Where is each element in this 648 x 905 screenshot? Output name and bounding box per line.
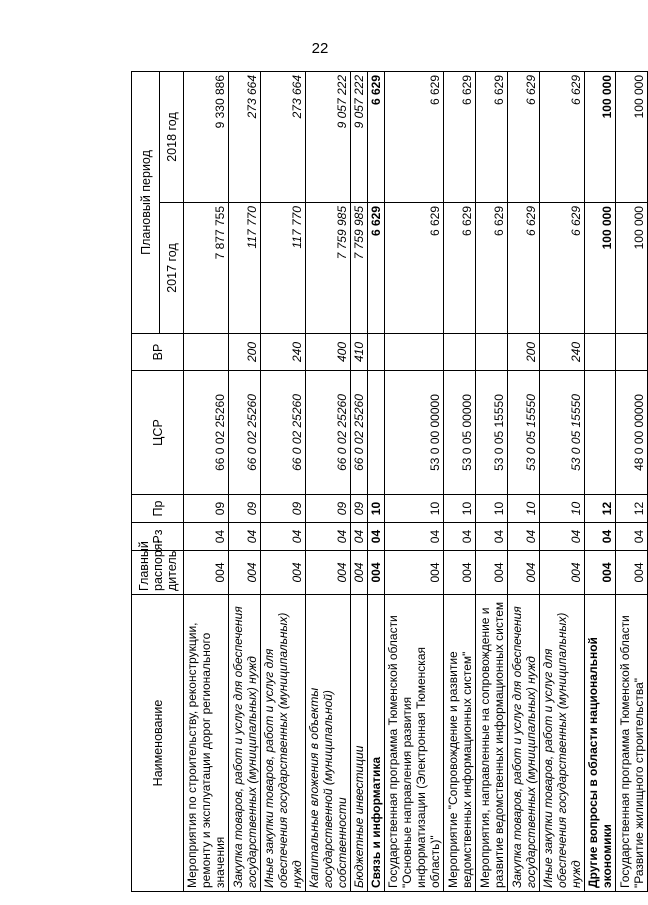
cell-2017: 100 000 [585,203,616,334]
cell-2018: 9 057 222 [351,71,368,202]
cell-rz: 04 [616,523,648,551]
cell-vr: 200 [229,334,261,371]
cell-rz: 04 [476,523,508,551]
table-row [261,71,306,891]
cell-vr [444,334,476,371]
cell-csr: 53 0 00 00000 [385,371,444,495]
cell-vr: 200 [508,334,540,371]
header-planning-period: Плановый период [132,71,160,333]
cell-admin: 004 [351,551,368,595]
cell-name: Закупка товаров, работ и услуг для обеспечения государственных (муниципальных) нужд [229,595,261,892]
cell-pr: 10 [385,495,444,523]
cell-name: Мероприятия по строительству, реконструкции, ремонту и эксплуатации дорог регионального значения [184,595,229,892]
cell-name: Государственная программа Тюменской области "Развитие жилищного строительства" [616,595,648,892]
cell-2017: 6 629 [444,203,476,334]
cell-pr: 10 [368,495,385,523]
budget-table [131,71,648,892]
cell-2017: 117 770 [229,203,261,334]
cell-vr [476,334,508,371]
cell-admin: 004 [261,551,306,595]
cell-vr [616,334,648,371]
cell-csr: 66 0 02 25260 [229,371,261,495]
cell-2017: 6 629 [540,203,585,334]
cell-name: Мероприятия, направленные на сопровождение и развитие ведомственных информационных систем [476,595,508,892]
cell-2017: 117 770 [261,203,306,334]
cell-rz: 04 [385,523,444,551]
cell-vr [585,334,616,371]
header-rz: Рз [132,523,184,551]
table-row [476,71,508,891]
cell-admin: 004 [616,551,648,595]
cell-2018: 6 629 [508,71,540,202]
cell-2017: 6 629 [385,203,444,334]
header-admin: Главный распоря-дитель [132,551,184,595]
cell-2017: 100 000 [616,203,648,334]
cell-pr: 12 [585,495,616,523]
cell-vr [368,334,385,371]
cell-admin: 004 [184,551,229,595]
cell-vr [385,334,444,371]
cell-csr: 66 0 02 25260 [306,371,351,495]
cell-2017: 7 759 985 [306,203,351,334]
table-row [385,71,444,891]
cell-2017: 7 759 985 [351,203,368,334]
table-body [184,71,648,891]
cell-pr: 10 [540,495,585,523]
cell-2018: 100 000 [616,71,648,202]
cell-rz: 04 [306,523,351,551]
cell-csr [368,371,385,495]
cell-admin: 004 [306,551,351,595]
cell-rz: 04 [585,523,616,551]
cell-rz: 04 [508,523,540,551]
cell-rz: 04 [229,523,261,551]
cell-pr: 09 [229,495,261,523]
rotated-table-frame [131,72,646,892]
budget-table-container [131,72,646,892]
cell-vr: 240 [261,334,306,371]
table-row [184,71,229,891]
cell-name: Иные закупки товаров, работ и услуг для обеспечения государственных (муниципальных) нужд [261,595,306,892]
cell-2018: 100 000 [585,71,616,202]
cell-rz: 04 [261,523,306,551]
cell-2018: 6 629 [476,71,508,202]
table-row [229,71,261,891]
cell-pr: 10 [476,495,508,523]
cell-admin: 004 [476,551,508,595]
cell-2018: 6 629 [540,71,585,202]
cell-admin: 004 [368,551,385,595]
table-row [444,71,476,891]
cell-pr: 09 [351,495,368,523]
cell-2017: 6 629 [368,203,385,334]
cell-admin: 004 [508,551,540,595]
cell-admin: 004 [444,551,476,595]
cell-pr: 09 [184,495,229,523]
cell-2018: 273 664 [261,71,306,202]
cell-admin: 004 [229,551,261,595]
cell-name: Государственная программа Тюменской области "Основные направления развития информатизации (Электронная Тюменская область)" [385,595,444,892]
cell-csr: 53 0 05 15550 [540,371,585,495]
table-row [508,71,540,891]
table-row [368,71,385,891]
cell-admin: 004 [585,551,616,595]
cell-name: Закупка товаров, работ и услуг для обеспечения государственных (муниципальных) нужд [508,595,540,892]
table-row [540,71,585,891]
header-year-2018: 2018 год [160,71,184,202]
cell-name: Иные закупки товаров, работ и услуг для обеспечения государственных (муниципальных) нужд [540,595,585,892]
cell-pr: 12 [616,495,648,523]
cell-csr: 53 0 05 15550 [508,371,540,495]
header-pr: Пр [132,495,184,523]
cell-rz: 04 [444,523,476,551]
cell-name: Мероприятие "Сопровождение и развитие ведомственных информационных систем" [444,595,476,892]
cell-admin: 004 [385,551,444,595]
cell-vr: 240 [540,334,585,371]
cell-name: Бюджетные инвестиции [351,595,368,892]
header-vr: ВР [132,334,184,371]
cell-2017: 7 877 755 [184,203,229,334]
cell-2018: 6 629 [385,71,444,202]
cell-csr [585,371,616,495]
cell-2017: 6 629 [476,203,508,334]
cell-csr: 53 0 05 00000 [444,371,476,495]
cell-csr: 66 0 02 25260 [261,371,306,495]
cell-2018: 6 629 [444,71,476,202]
cell-pr: 09 [306,495,351,523]
cell-vr: 410 [351,334,368,371]
cell-vr [184,334,229,371]
cell-name: Капитальные вложения в объекты государственной (муниципальной) собственности [306,595,351,892]
cell-rz: 04 [540,523,585,551]
page-number: 22 [311,40,329,57]
cell-pr: 10 [444,495,476,523]
header-name: Наименование [132,595,184,892]
table-row [306,71,351,891]
table-row [351,71,368,891]
cell-csr: 48 0 00 00000 [616,371,648,495]
cell-vr: 400 [306,334,351,371]
cell-pr: 10 [508,495,540,523]
cell-csr: 53 0 05 15550 [476,371,508,495]
cell-rz: 04 [351,523,368,551]
cell-2018: 273 664 [229,71,261,202]
cell-csr: 66 0 02 25260 [184,371,229,495]
cell-rz: 04 [368,523,385,551]
cell-2018: 6 629 [368,71,385,202]
cell-name: Другие вопросы в области национальной экономики [585,595,616,892]
cell-pr: 09 [261,495,306,523]
header-year-2017: 2017 год [160,203,184,334]
cell-2018: 9 330 886 [184,71,229,202]
cell-csr: 66 0 02 25260 [351,371,368,495]
cell-2018: 9 057 222 [306,71,351,202]
cell-rz: 04 [184,523,229,551]
cell-admin: 004 [540,551,585,595]
table-row [616,71,648,891]
cell-2017: 6 629 [508,203,540,334]
header-csr: ЦСР [132,371,184,495]
cell-name: Связь и информатика [368,595,385,892]
table-row [585,71,616,891]
